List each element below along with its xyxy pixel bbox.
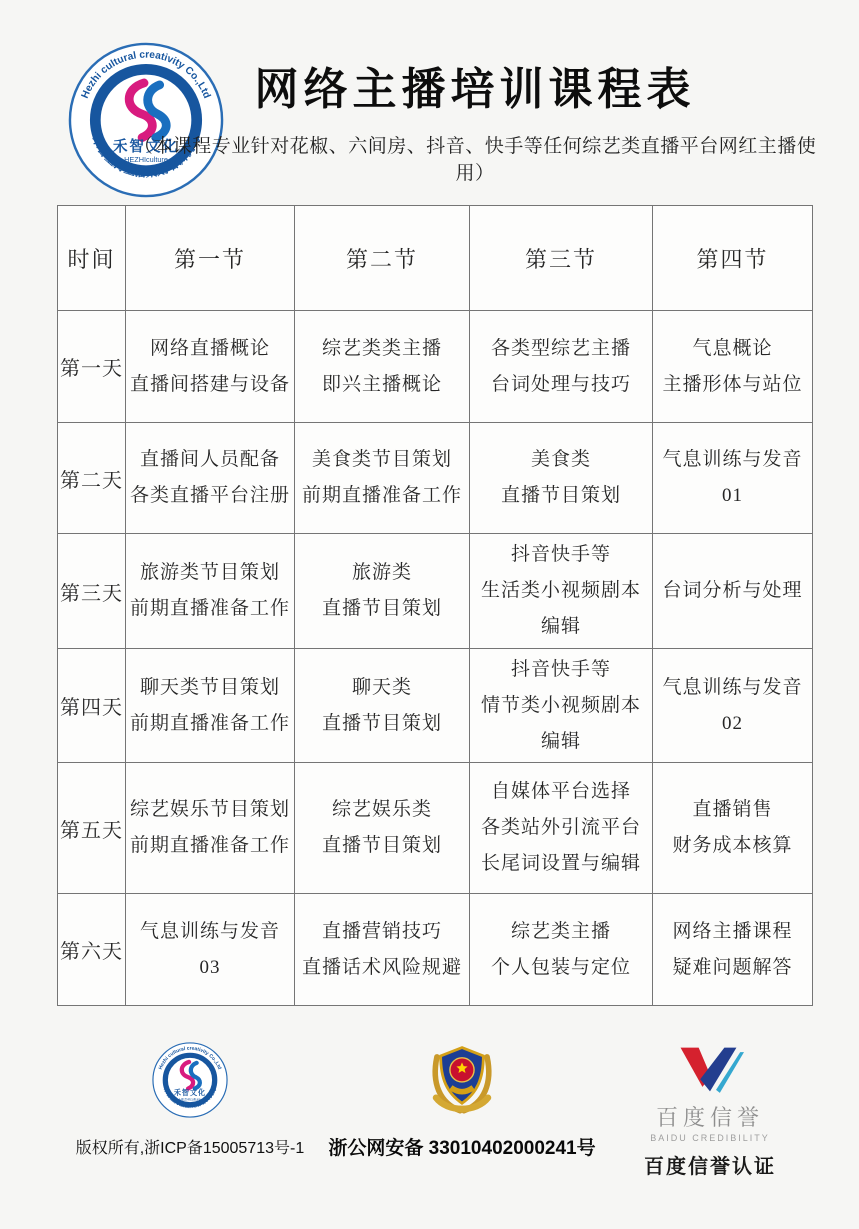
course-line: 美食类 xyxy=(530,449,591,470)
course-cell xyxy=(295,423,470,534)
course-cell xyxy=(295,534,470,649)
course-line: 疑难问题解答 xyxy=(672,956,793,978)
course-line: 前期直播准备工作 xyxy=(129,598,290,619)
course-line: 旅游类 xyxy=(351,562,412,583)
course-line: 直播节目策划 xyxy=(321,598,442,619)
course-cell xyxy=(470,534,653,649)
course-line: 抖音快手等 xyxy=(510,544,611,565)
course-line: 直播间搭建与设备 xyxy=(129,373,290,395)
course-line: 直播话术风险规避 xyxy=(301,956,462,978)
course-cell xyxy=(126,763,295,894)
course-line: 综艺娱乐节目策划 xyxy=(129,799,290,820)
course-line: 直播营销技巧 xyxy=(321,920,442,942)
icp-copyright-text: 版权所有,浙ICP备15005713号-1 xyxy=(75,1140,305,1157)
course-cell xyxy=(126,894,295,1006)
header-session-3: 第三节 xyxy=(470,206,653,311)
course-line: 主播形体与站位 xyxy=(662,373,803,395)
header-session-2: 第二节 xyxy=(295,206,470,311)
day-cell: 第四天 xyxy=(58,649,126,763)
title-block xyxy=(130,60,820,185)
course-line: 直播节目策划 xyxy=(321,712,442,734)
course-line: 综艺娱乐类 xyxy=(331,799,432,820)
table-row xyxy=(58,423,813,534)
course-line: 气息训练与发音 01 xyxy=(662,449,803,506)
course-line: 自媒体平台选择 xyxy=(490,781,631,802)
course-line: 情节类小视频剧本编辑 xyxy=(480,694,641,752)
baidu-cert-text: 百度信誉认证 xyxy=(644,1156,776,1178)
course-line: 美食类节目策划 xyxy=(311,449,452,470)
day-cell: 第三天 xyxy=(58,534,126,649)
course-line: 各类站外引流平台 xyxy=(480,817,641,838)
course-line: 旅游类节目策划 xyxy=(139,562,280,583)
day-cell: 第二天 xyxy=(58,423,126,534)
table-row xyxy=(58,311,813,423)
course-line: 直播节目策划 xyxy=(321,835,442,856)
day-cell: 第一天 xyxy=(58,311,126,423)
course-line: 聊天类节目策划 xyxy=(139,676,280,698)
course-cell xyxy=(653,763,813,894)
course-line: 直播销售 xyxy=(692,799,773,820)
course-cell xyxy=(653,534,813,649)
course-line: 各类直播平台注册 xyxy=(129,485,290,506)
course-cell xyxy=(126,534,295,649)
header-time: 时间 xyxy=(58,206,126,311)
course-cell xyxy=(470,894,653,1006)
footer-police-group xyxy=(328,1042,596,1160)
course-cell xyxy=(470,763,653,894)
course-line: 台词分析与处理 xyxy=(662,580,803,601)
course-line: 抖音快手等 xyxy=(510,658,611,680)
course-line: 网络直播概论 xyxy=(149,337,270,359)
table-row xyxy=(58,534,813,649)
course-line: 各类型综艺主播 xyxy=(490,337,631,359)
table-row xyxy=(58,649,813,763)
course-cell xyxy=(295,649,470,763)
footer-baidu-group xyxy=(610,1042,810,1179)
course-cell xyxy=(653,649,813,763)
course-line: 前期直播准备工作 xyxy=(301,485,462,506)
course-line: 气息概论 xyxy=(692,337,773,359)
course-cell xyxy=(470,311,653,423)
baidu-credibility-v-icon xyxy=(676,1045,744,1097)
police-filing-text: 浙公网安备 33010402000241号 xyxy=(328,1138,596,1159)
course-line: 台词处理与技巧 xyxy=(490,373,631,395)
course-line: 综艺类类主播 xyxy=(321,337,442,359)
course-line: 个人包装与定位 xyxy=(490,956,631,978)
course-line: 直播间人员配备 xyxy=(139,449,280,470)
table-row xyxy=(58,763,813,894)
hezhi-culture-badge-small-icon xyxy=(152,1042,228,1118)
police-badge-icon xyxy=(423,1042,501,1120)
course-line: 网络主播课程 xyxy=(672,920,793,942)
course-cell xyxy=(295,763,470,894)
day-cell: 第五天 xyxy=(58,763,126,894)
course-cell xyxy=(653,311,813,423)
course-cell xyxy=(470,423,653,534)
table-row xyxy=(58,894,813,1006)
course-line: 气息训练与发音 03 xyxy=(139,920,280,978)
course-line: 气息训练与发音 02 xyxy=(662,676,803,734)
course-line: 生活类小视频剧本编辑 xyxy=(480,580,641,637)
course-line: 前期直播准备工作 xyxy=(129,712,290,734)
course-cell xyxy=(126,423,295,534)
day-cell: 第六天 xyxy=(58,894,126,1006)
page-title: 网络主播培训课程表 xyxy=(254,65,696,114)
course-line: 财务成本核算 xyxy=(672,835,793,856)
course-cell xyxy=(126,311,295,423)
course-cell xyxy=(470,649,653,763)
course-line: 长尾词设置与编辑 xyxy=(480,853,641,874)
course-cell xyxy=(295,311,470,423)
course-line: 直播节目策划 xyxy=(500,485,621,506)
header-session-1: 第一节 xyxy=(126,206,295,311)
course-line: 聊天类 xyxy=(351,676,412,698)
course-cell xyxy=(653,423,813,534)
page-subtitle: （本课程专业针对花椒、六间房、抖音、快手等任何综艺类直播平台网红主播使用） xyxy=(133,136,817,185)
course-line: 即兴主播概论 xyxy=(321,373,442,395)
course-cell xyxy=(295,894,470,1006)
table-header-row xyxy=(58,206,813,311)
baidu-credibility-en: BAIDU CREDIBILITY xyxy=(650,1133,770,1143)
footer-copyright-group xyxy=(60,1042,320,1158)
header-session-4: 第四节 xyxy=(653,206,813,311)
baidu-credibility-cn: 百度信誉 xyxy=(655,1105,764,1130)
course-table xyxy=(57,205,813,1006)
course-cell xyxy=(126,649,295,763)
course-line: 综艺类主播 xyxy=(510,920,611,942)
course-line: 前期直播准备工作 xyxy=(129,835,290,856)
course-cell xyxy=(653,894,813,1006)
